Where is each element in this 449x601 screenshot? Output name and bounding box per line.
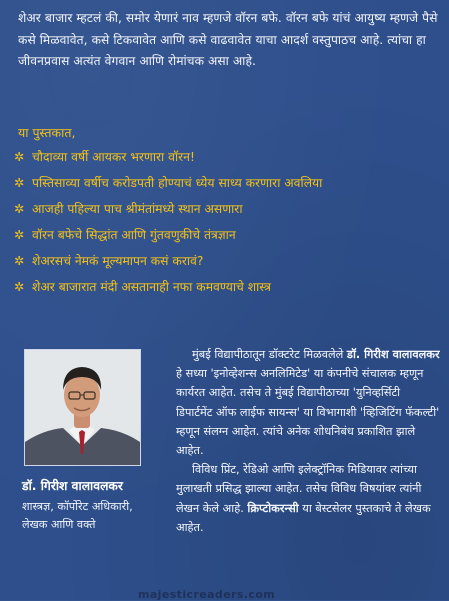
bio-text: या बेस्टसेलर पुस्तकाचे ते लेखक आहेत.: [176, 501, 431, 534]
list-item-text: शेअरसचं नेमकं मूल्यमापन कसं करावं?: [32, 254, 204, 268]
author-role-line: लेखक आणि वक्ते: [22, 518, 96, 531]
bio-text: विविध प्रिंट, रेडिओ आणि इलेक्ट्रॉनिक मिडियावर त्यांच्या मुलाखती प्रसिद्ध झाल्या आहेत. तसेच विविध विषयांवर त्यांनी लेखन केले आहे.: [176, 463, 422, 515]
author-name: डॉ. गिरीश वालावलकर: [22, 479, 123, 493]
list-item: [14, 146, 444, 172]
bio-text: हे सध्या 'इनोव्हेशन्स अनलिमिटेड' या कंपनीचे संचालक म्हणून कार्यरत आहेत. तसेच ते मुंबई विद्यापीठाच्या 'युनिव्हर्सिटी डिपार्टमेंट ऑफ लाईफ सायन्स' या विभागाशी 'व्हिजिटिंग फॅकल्टी' म्हणून संलग्न आहेत. त्यांचे अनेक शोधनिबंध प्रकाशित झाले आहेत.: [176, 367, 440, 458]
list-item: [14, 250, 444, 276]
list-item-text: शेअर बाजारात मंदी असतानाही नफा कमवण्याचे शास्त्र: [32, 280, 271, 294]
website-watermark: majesticreaders.com: [138, 588, 276, 601]
bio-paragraph: [176, 345, 440, 460]
list-item: [14, 198, 444, 224]
star-bullet-icon: ✲: [14, 280, 25, 294]
list-item-text: पस्तिसाव्या वर्षीच करोडपती होण्याचं ध्येय साध्य करणारा अवलिया: [32, 176, 323, 190]
star-bullet-icon: ✲: [14, 228, 25, 242]
star-bullet-icon: ✲: [14, 202, 25, 216]
author-photo: [24, 349, 141, 466]
author-role: [22, 498, 172, 534]
list-item: [14, 224, 444, 250]
list-item: [14, 276, 444, 302]
list-item-text: वॉरन बफेचे सिद्धांत आणि गुंतवणुकीचे तंत्रज्ञान: [32, 228, 236, 242]
bio-paragraph: [176, 460, 440, 537]
highlights-list: [14, 146, 444, 302]
author-role-line: शास्त्रज्ञ, कॉर्पोरेट अधिकारी,: [22, 500, 133, 513]
star-bullet-icon: ✲: [14, 150, 25, 164]
bio-author-name: डॉ. गिरीश वालावलकर: [346, 348, 440, 361]
bio-text: मुंबई विद्यापीठातून डॉक्टरेट मिळवलेले: [192, 348, 347, 361]
intro-paragraph: शेअर बाजार म्हटलं की, समोर येणारं नाव म्हणजे वॉरन बफे. वॉरन बफे यांचं आयुष्य म्हणजे पैसे कसे मिळवावेत, कसे टिकवावेत आणि कसे वाढवावेत याचा आदर्श वस्तुपाठच आहे. त्यांचा हा जीवनप्रवास अत्यंत वेगवान आणि रोमांचक असा आहे.: [18, 11, 438, 68]
list-item-text: चौदाव्या वर्षी आयकर भरणारा वॉरन!: [32, 150, 195, 164]
author-bio: [176, 345, 440, 537]
list-item-text: आजही पहिल्या पाच श्रीमंतांमध्ये स्थान असणारा: [32, 202, 243, 216]
bio-book-title: क्रिप्टोकरन्सी: [247, 501, 299, 515]
list-item: [14, 172, 444, 198]
star-bullet-icon: ✲: [14, 254, 25, 268]
star-bullet-icon: ✲: [14, 176, 25, 190]
highlights-heading: या पुस्तकात,: [18, 125, 76, 140]
